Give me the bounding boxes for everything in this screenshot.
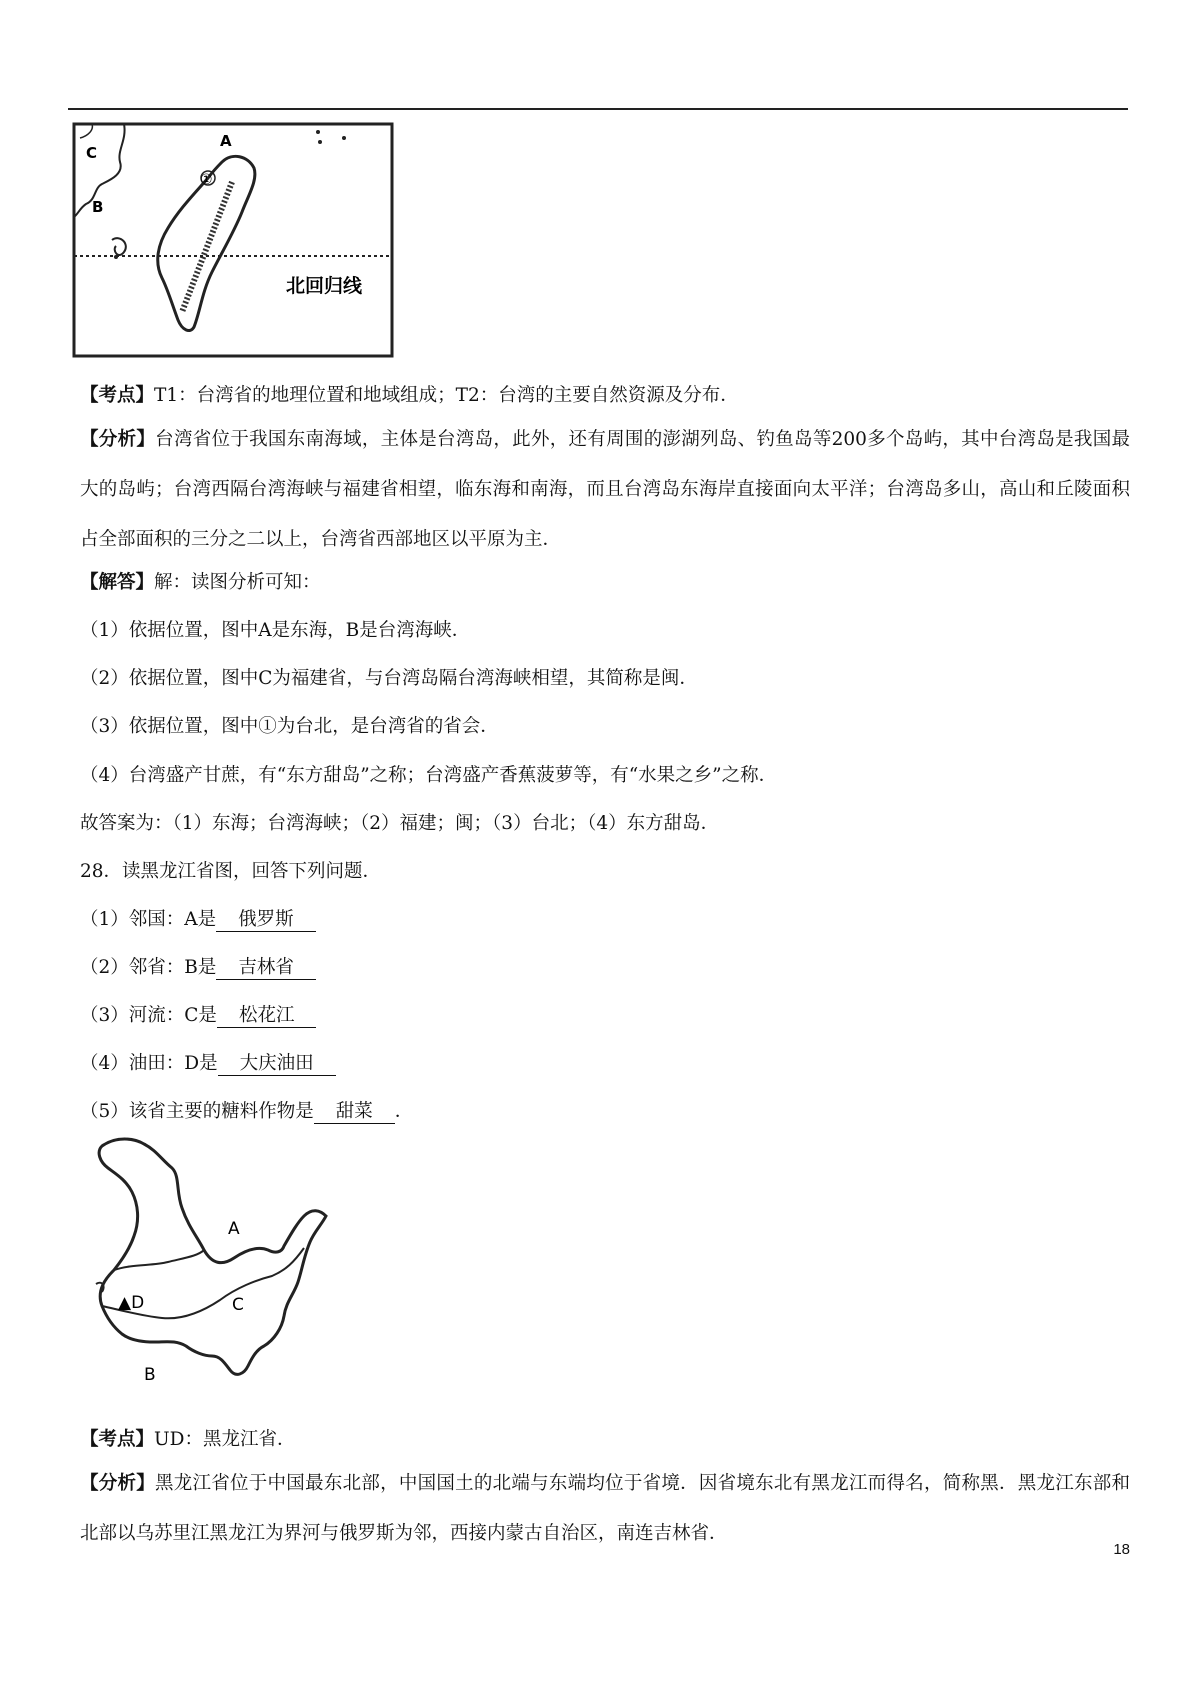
answer-summary: 故答案为：（1）东海；台湾海峡；（2）福建；闽；（3）台北；（4）东方甜岛． <box>80 813 720 834</box>
part-prefix: （4）油田：D是 <box>80 1053 218 1074</box>
kaodian-text: UD：黑龙江省． <box>154 1429 296 1450</box>
kaodian-tag: 【考点】 <box>80 385 155 406</box>
q28-part <box>80 1004 316 1028</box>
map-label-1: ① <box>200 172 213 188</box>
q28-part <box>80 1100 413 1124</box>
q28-part <box>80 1052 336 1076</box>
fenxi-text: 黑龙江省位于中国最东北部，中国国土的北端与东端均位于省境．因省境东北有黑龙江而得名，简称黑．黑龙江东部和北部以乌苏里江黑龙江为界河与俄罗斯为邻，西接内蒙古自治区，南连吉林省． <box>80 1473 1130 1544</box>
part-answer: 俄罗斯 <box>216 909 316 932</box>
taiwan-map <box>72 122 394 358</box>
tropic-label: 北回归线 <box>286 275 363 297</box>
part-suffix: ． <box>394 1101 414 1122</box>
header-rule <box>68 108 1128 110</box>
taiwan-jieda <box>80 571 321 595</box>
part-prefix: （5）该省主要的糖料作物是 <box>80 1101 314 1122</box>
part-prefix: （2）邻省：B是 <box>80 957 217 978</box>
heilongjiang-map <box>72 1130 332 1400</box>
kaodian-tag: 【考点】 <box>80 1429 155 1450</box>
q28-fenxi <box>80 1459 1130 1559</box>
part-answer: 大庆油田 <box>218 1053 336 1076</box>
map-label-a: A <box>220 132 232 150</box>
jieda-intro: 解：读图分析可知： <box>154 572 321 593</box>
jieda-item: （3）依据位置，图中①为台北，是台湾省的省会． <box>80 716 499 737</box>
q28-part <box>80 908 316 932</box>
q28-part <box>80 956 316 980</box>
part-prefix: （1）邻国：A是 <box>80 909 217 930</box>
part-prefix: （3）河流：C是 <box>80 1005 217 1026</box>
map2-label-b: B <box>144 1365 156 1385</box>
kaodian-text: T1：台湾省的地理位置和地域组成；T2：台湾的主要自然资源及分布． <box>154 385 739 406</box>
jieda-item: （4）台湾盛产甘蔗，有“东方甜岛”之称；台湾盛产香蕉菠萝等，有“水果之乡”之称． <box>80 765 778 786</box>
part-answer: 甜菜 <box>314 1101 395 1124</box>
jieda-tag: 【解答】 <box>80 572 155 593</box>
q28-kaodian <box>80 1428 295 1452</box>
map-label-c: C <box>86 144 98 162</box>
part-answer: 吉林省 <box>216 957 316 980</box>
jieda-item: （1）依据位置，图中A是东海，B是台湾海峡． <box>80 620 471 641</box>
fenxi-text: 台湾省位于我国东南海域，主体是台湾岛，此外，还有周围的澎湖列岛、钓鱼岛等200多个岛屿，其中台湾岛是我国最大的岛屿；台湾西隔台湾海峡与福建省相望，临东海和南海，而且台湾岛东海岸直接面向太平洋；台湾岛多山，高山和丘陵面积占全部面积的三分之二以上，台湾省西部地区以平原为主． <box>80 429 1130 550</box>
jieda-item: （2）依据位置，图中C为福建省，与台湾岛隔台湾海峡相望，其简称是闽． <box>80 668 698 689</box>
map2-label-d: ▲D <box>118 1293 145 1313</box>
map2-label-c: C <box>232 1295 244 1315</box>
taiwan-kaodian <box>80 384 739 408</box>
page-number: 18 <box>1113 1541 1130 1558</box>
map-label-b: B <box>92 198 104 216</box>
part-answer: 松花江 <box>217 1005 317 1028</box>
question-28: 28．读黑龙江省图，回答下列问题． <box>80 861 382 882</box>
map2-label-a: A <box>228 1219 240 1239</box>
fenxi-tag: 【分析】 <box>80 1473 156 1494</box>
taiwan-fenxi <box>80 415 1130 565</box>
fenxi-tag: 【分析】 <box>80 429 156 450</box>
